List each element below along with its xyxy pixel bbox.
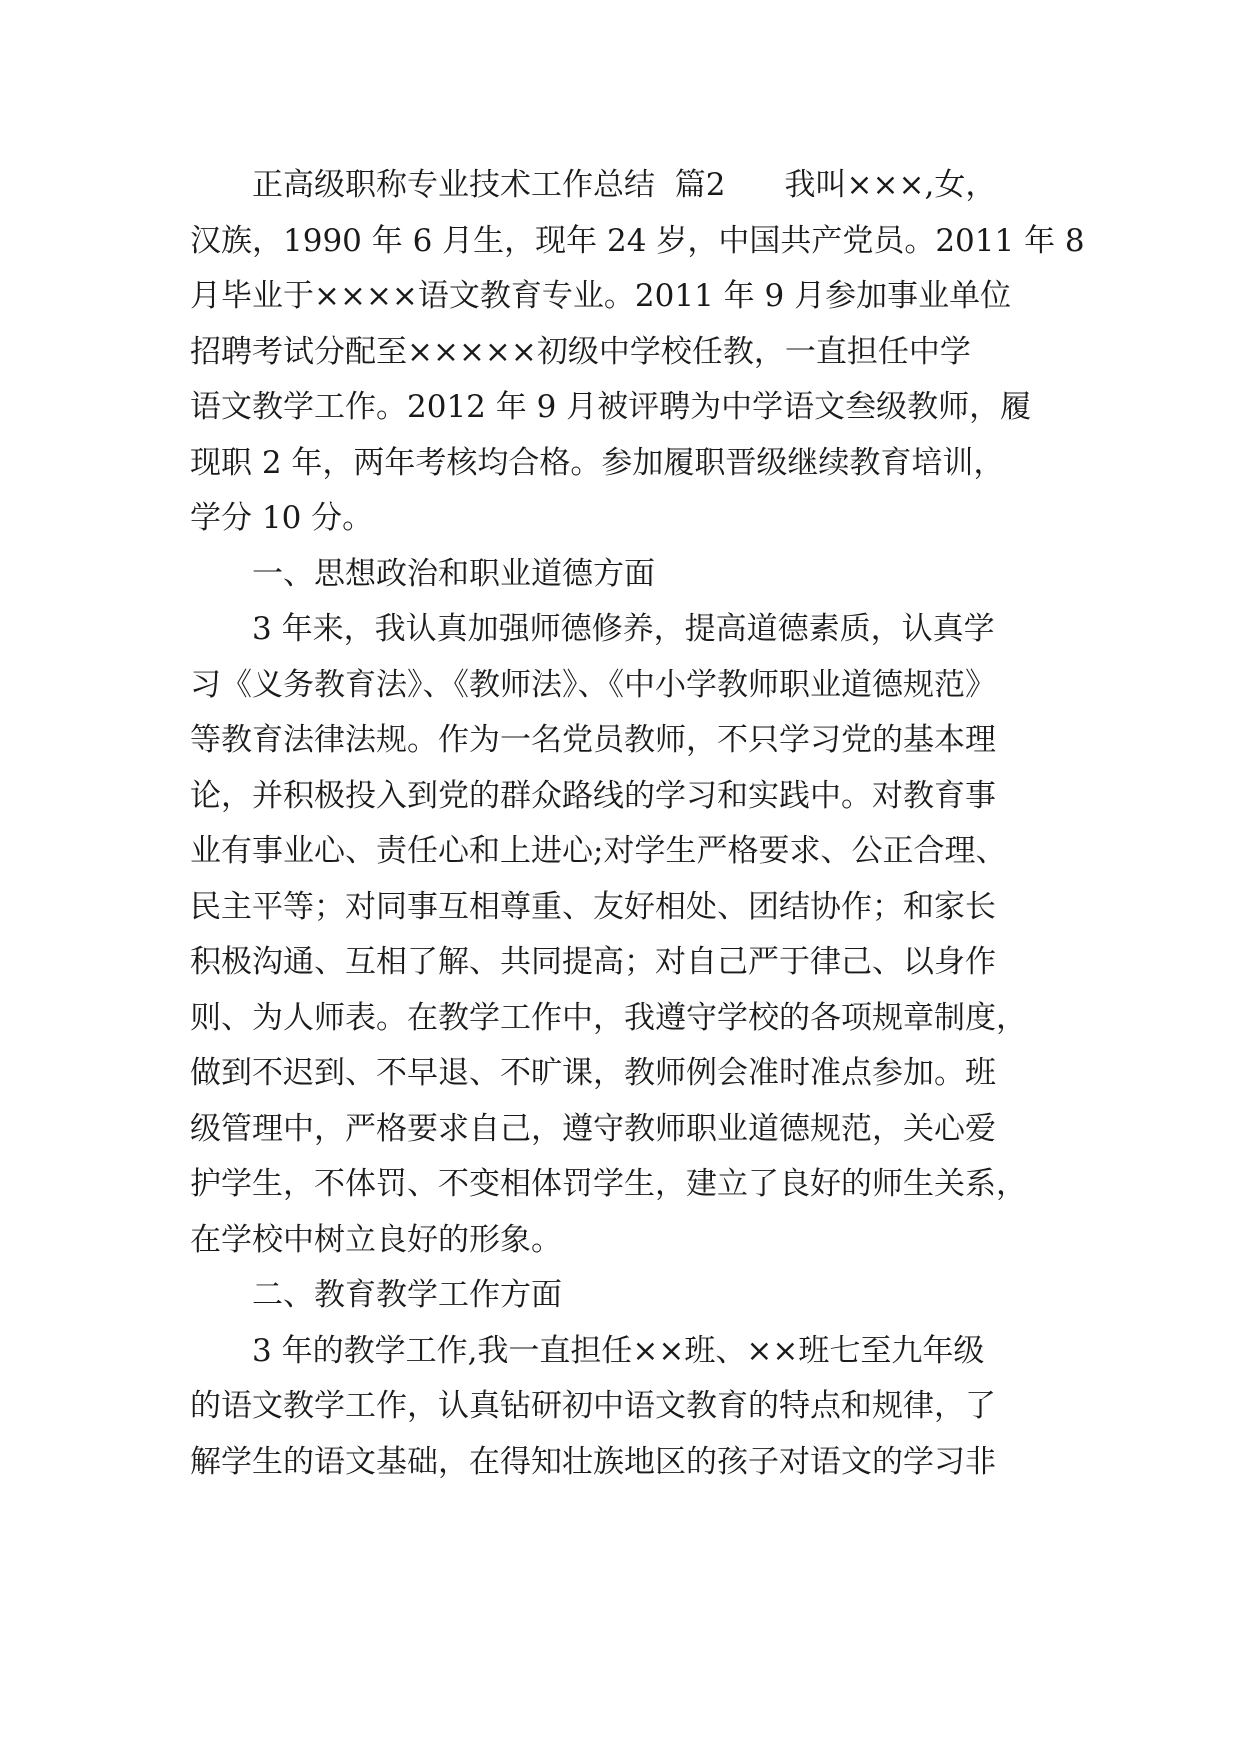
intro-line: 学分 10 分。 bbox=[190, 500, 374, 536]
intro-line: 月毕业于××××语文教育专业。2011 年 9 月参加事业单位 bbox=[190, 278, 1012, 314]
intro-line: 招聘考试分配至×××××初级中学校任教，一直担任中学 bbox=[190, 333, 971, 370]
section1-line: 3 年来，我认真加强师德修养，提高道德素质，认真学 bbox=[252, 611, 995, 647]
intro-line: 汉族，1990 年 6 月生，现年 24 岁，中国共产党员。2011 年 8 bbox=[190, 222, 1085, 259]
intro-line: 现职 2 年，两年考核均合格。参加履职晋级继续教育培训， bbox=[190, 444, 1005, 481]
section1-line: 做到不迟到、不早退、不旷课，教师例会准时准点参加。班 bbox=[190, 1055, 996, 1091]
section1-line: 则、为人师表。在教学工作中，我遵守学校的各项规章制度， bbox=[190, 999, 1027, 1036]
section2-line: 3 年的教学工作,我一直担任××班、××班七至九年级 bbox=[252, 1332, 985, 1369]
section1-line: 积极沟通、互相了解、共同提高；对自己严于律己、以身作 bbox=[190, 944, 996, 980]
section-heading: 二、教育教学工作方面 bbox=[252, 1277, 562, 1313]
section1-line: 在学校中树立良好的形象。 bbox=[190, 1221, 562, 1258]
section2-line: 的语文教学工作，认真钻研初中语文教育的特点和规律，了 bbox=[190, 1388, 996, 1424]
section1-line: 业有事业心、责任心和上进心;对学生严格要求、公正合理、 bbox=[190, 833, 1007, 869]
intro-line: 语文教学工作。2012 年 9 月被评聘为中学语文叁级教师，履 bbox=[190, 389, 1032, 425]
section1-line: 习《义务教育法》、《教师法》、《中小学教师职业道德规范》 bbox=[190, 666, 996, 703]
intro-line: 正高级职称专业技术工作总结 篇2 我叫×××,女， bbox=[252, 167, 997, 203]
document-body bbox=[190, 158, 1085, 1490]
section-heading: 一、思想政治和职业道德方面 bbox=[252, 555, 655, 592]
section1-line: 论，并积极投入到党的群众路线的学习和实践中。对教育事 bbox=[190, 777, 996, 814]
section1-line: 级管理中，严格要求自己，遵守教师职业道德规范，关心爱 bbox=[190, 1110, 996, 1147]
section1-line: 民主平等；对同事互相尊重、友好相处、团结协作；和家长 bbox=[190, 888, 996, 925]
section1-line: 等教育法律法规。作为一名党员教师，不只学习党的基本理 bbox=[190, 722, 996, 758]
section2-line: 解学生的语文基础，在得知壮族地区的孩子对语文的学习非 bbox=[190, 1443, 996, 1480]
section1-line: 护学生，不体罚、不变相体罚学生，建立了良好的师生关系， bbox=[190, 1166, 1027, 1202]
